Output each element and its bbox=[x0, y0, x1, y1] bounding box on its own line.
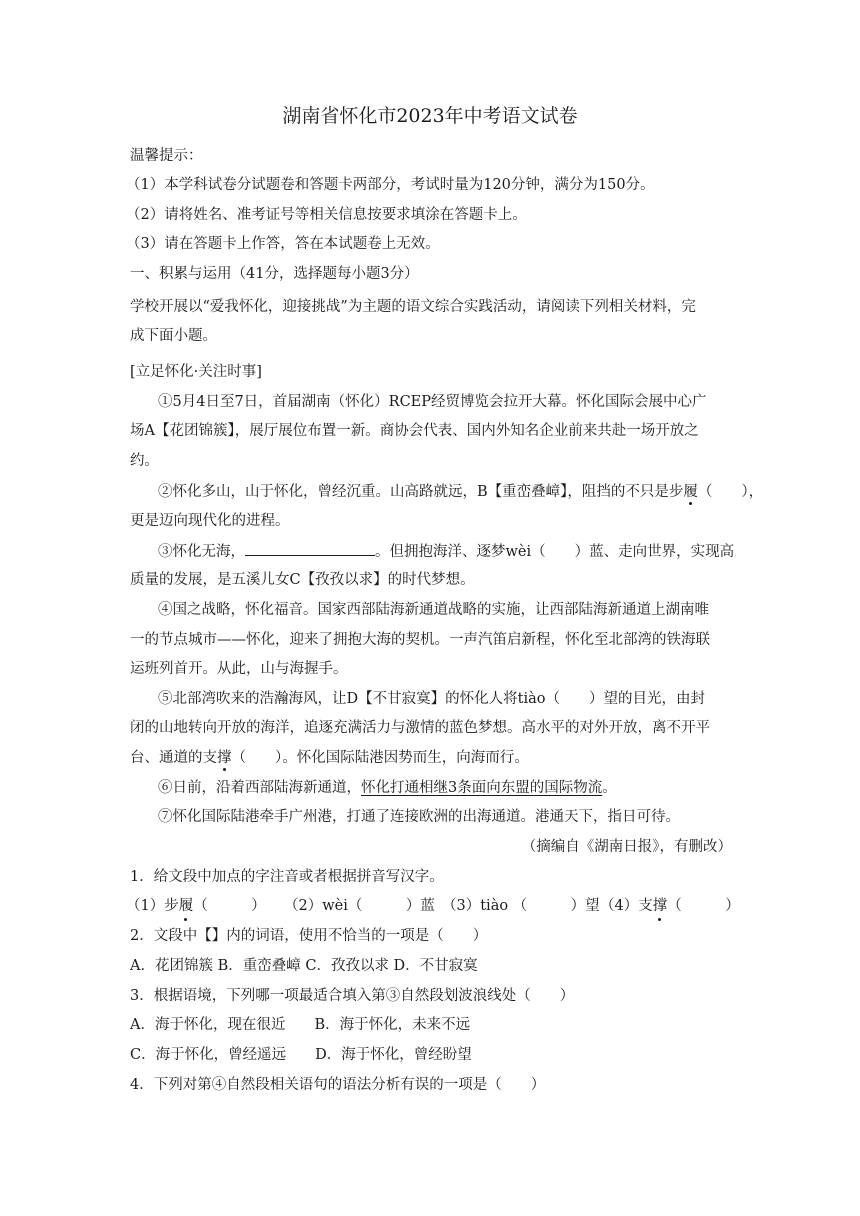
paragraph-2-line: 更是迈向现代化的进程。 bbox=[130, 513, 290, 529]
paragraph-4-line: ④国之战略，怀化福音。国家西部陆海新通道战略的实施，让西部陆海新通道上湖南唯 bbox=[158, 602, 709, 618]
notice-heading: 温馨提示： bbox=[130, 148, 203, 164]
paragraph-5-line: 闭的山地转向开放的海洋，追逐充满活力与激情的蓝色梦想。高水平的对外开放，离不开平 bbox=[130, 720, 710, 736]
question-3-stem: 3．根据语境，下列哪一项最适合填入第③自然段划波浪线处（ ） bbox=[130, 988, 575, 1004]
dotted-char: 撑 bbox=[217, 750, 232, 766]
paragraph-5-line: 台、通道的支撑（ ）。怀化国际陆港因势而生，向海而行。 bbox=[130, 750, 529, 766]
paragraph-1-line: 场A【花团锦簇】，展厅展位布置一新。商协会代表、国内外知名企业前来共赴一场开放之 bbox=[130, 423, 699, 439]
question-4-stem: 4．下列对第④自然段相关语句的语法分析有误的一项是（ ） bbox=[130, 1077, 546, 1093]
paragraph-2-line: ②怀化多山，山于怀化，曾经沉重。山高路就远，B【重峦叠嶂】，阻挡的不只是步履（ ）， bbox=[158, 484, 764, 500]
dotted-char: 履 bbox=[683, 484, 698, 500]
section-heading: 一、积累与运用（41分，选择题每小题3分） bbox=[130, 266, 419, 282]
paragraph-3-line: 质量的发展，是五溪儿女C【孜孜以求】的时代梦想。 bbox=[130, 572, 475, 588]
page-title: 湖南省怀化市2023年中考语文试卷 bbox=[282, 105, 578, 127]
paragraph-1-line: 约。 bbox=[130, 453, 159, 469]
underlined-sentence: 怀化打通相继3条面向东盟的国际物流 bbox=[361, 780, 603, 796]
paragraph-4-line: 运班列首开。从此，山与海握手。 bbox=[130, 661, 348, 677]
notice-item: （1）本学科试卷分试题卷和答题卡两部分，考试时量为120分钟，满分为150分。 bbox=[126, 177, 655, 193]
paragraph-4-line: 一的节点城市——怀化，迎来了拥抱大海的契机。一声汽笛启新程，怀化至北部湾的铁海联 bbox=[130, 632, 710, 648]
intro-line: 学校开展以“爱我怀化，迎接挑战”为主题的语文综合实践活动，请阅读下列相关材料，完 bbox=[130, 299, 696, 315]
paragraph-5-line: ⑤北部湾吹来的浩瀚海风，让D【不甘寂寞】的怀化人将tiào（ ）望的目光，由封 bbox=[158, 691, 705, 707]
paragraph-3-line: ③怀化无海， 。但拥抱海洋、逐梦wèi（ ）蓝、走向世界，实现高 bbox=[158, 541, 732, 562]
question-3-options: A．海于怀化，现在很近 B．海于怀化，未来不远 bbox=[130, 1017, 471, 1033]
question-3-options: C．海于怀化，曾经遥远 D．海于怀化，曾经盼望 bbox=[130, 1047, 472, 1063]
paragraph-6-line: ⑥日前，沿着西部陆海新通道，怀化打通相继3条面向东盟的国际物流。 bbox=[158, 780, 617, 796]
notice-item: （3）请在答题卡上作答，答在本试题卷上无效。 bbox=[126, 236, 440, 252]
intro-line: 成下面小题。 bbox=[130, 328, 217, 344]
paragraph-7-line: ⑦怀化国际陆港牵手广州港，打通了连接欧洲的出海通道。港通天下，指日可待。 bbox=[158, 809, 680, 825]
q1-item: （2）wèi（ ）蓝 bbox=[284, 898, 435, 914]
question-2-stem: 2．文段中【】内的词语，使用不恰当的一项是（ ） bbox=[130, 928, 488, 944]
question-1-stem: 1．给文段中加点的字注音或者根据拼音写汉字。 bbox=[130, 869, 444, 885]
q1-item: （1）步履（ ） bbox=[126, 898, 266, 914]
question-2-options: A．花团锦簇 B．重峦叠嶂 C．孜孜以求 D．不甘寂寞 bbox=[130, 958, 478, 974]
notice-item: （2）请将姓名、准考证号等相关信息按要求填涂在答题卡上。 bbox=[126, 207, 527, 223]
q1-item: （3）tiào （ ）望 bbox=[442, 898, 600, 914]
wavy-line-blank bbox=[245, 541, 375, 556]
sub-heading: [立足怀化·关注时事] bbox=[130, 364, 262, 380]
q1-item: （4）支撑（ ） bbox=[600, 898, 740, 914]
paragraph-1-line: ①5月4日至7日，首届湖南（怀化）RCEP经贸博览会拉开大幕。怀化国际会展中心广 bbox=[158, 394, 707, 410]
source-note: （摘编自《湖南日报》，有删改） bbox=[521, 839, 732, 855]
question-1-items bbox=[126, 896, 740, 916]
